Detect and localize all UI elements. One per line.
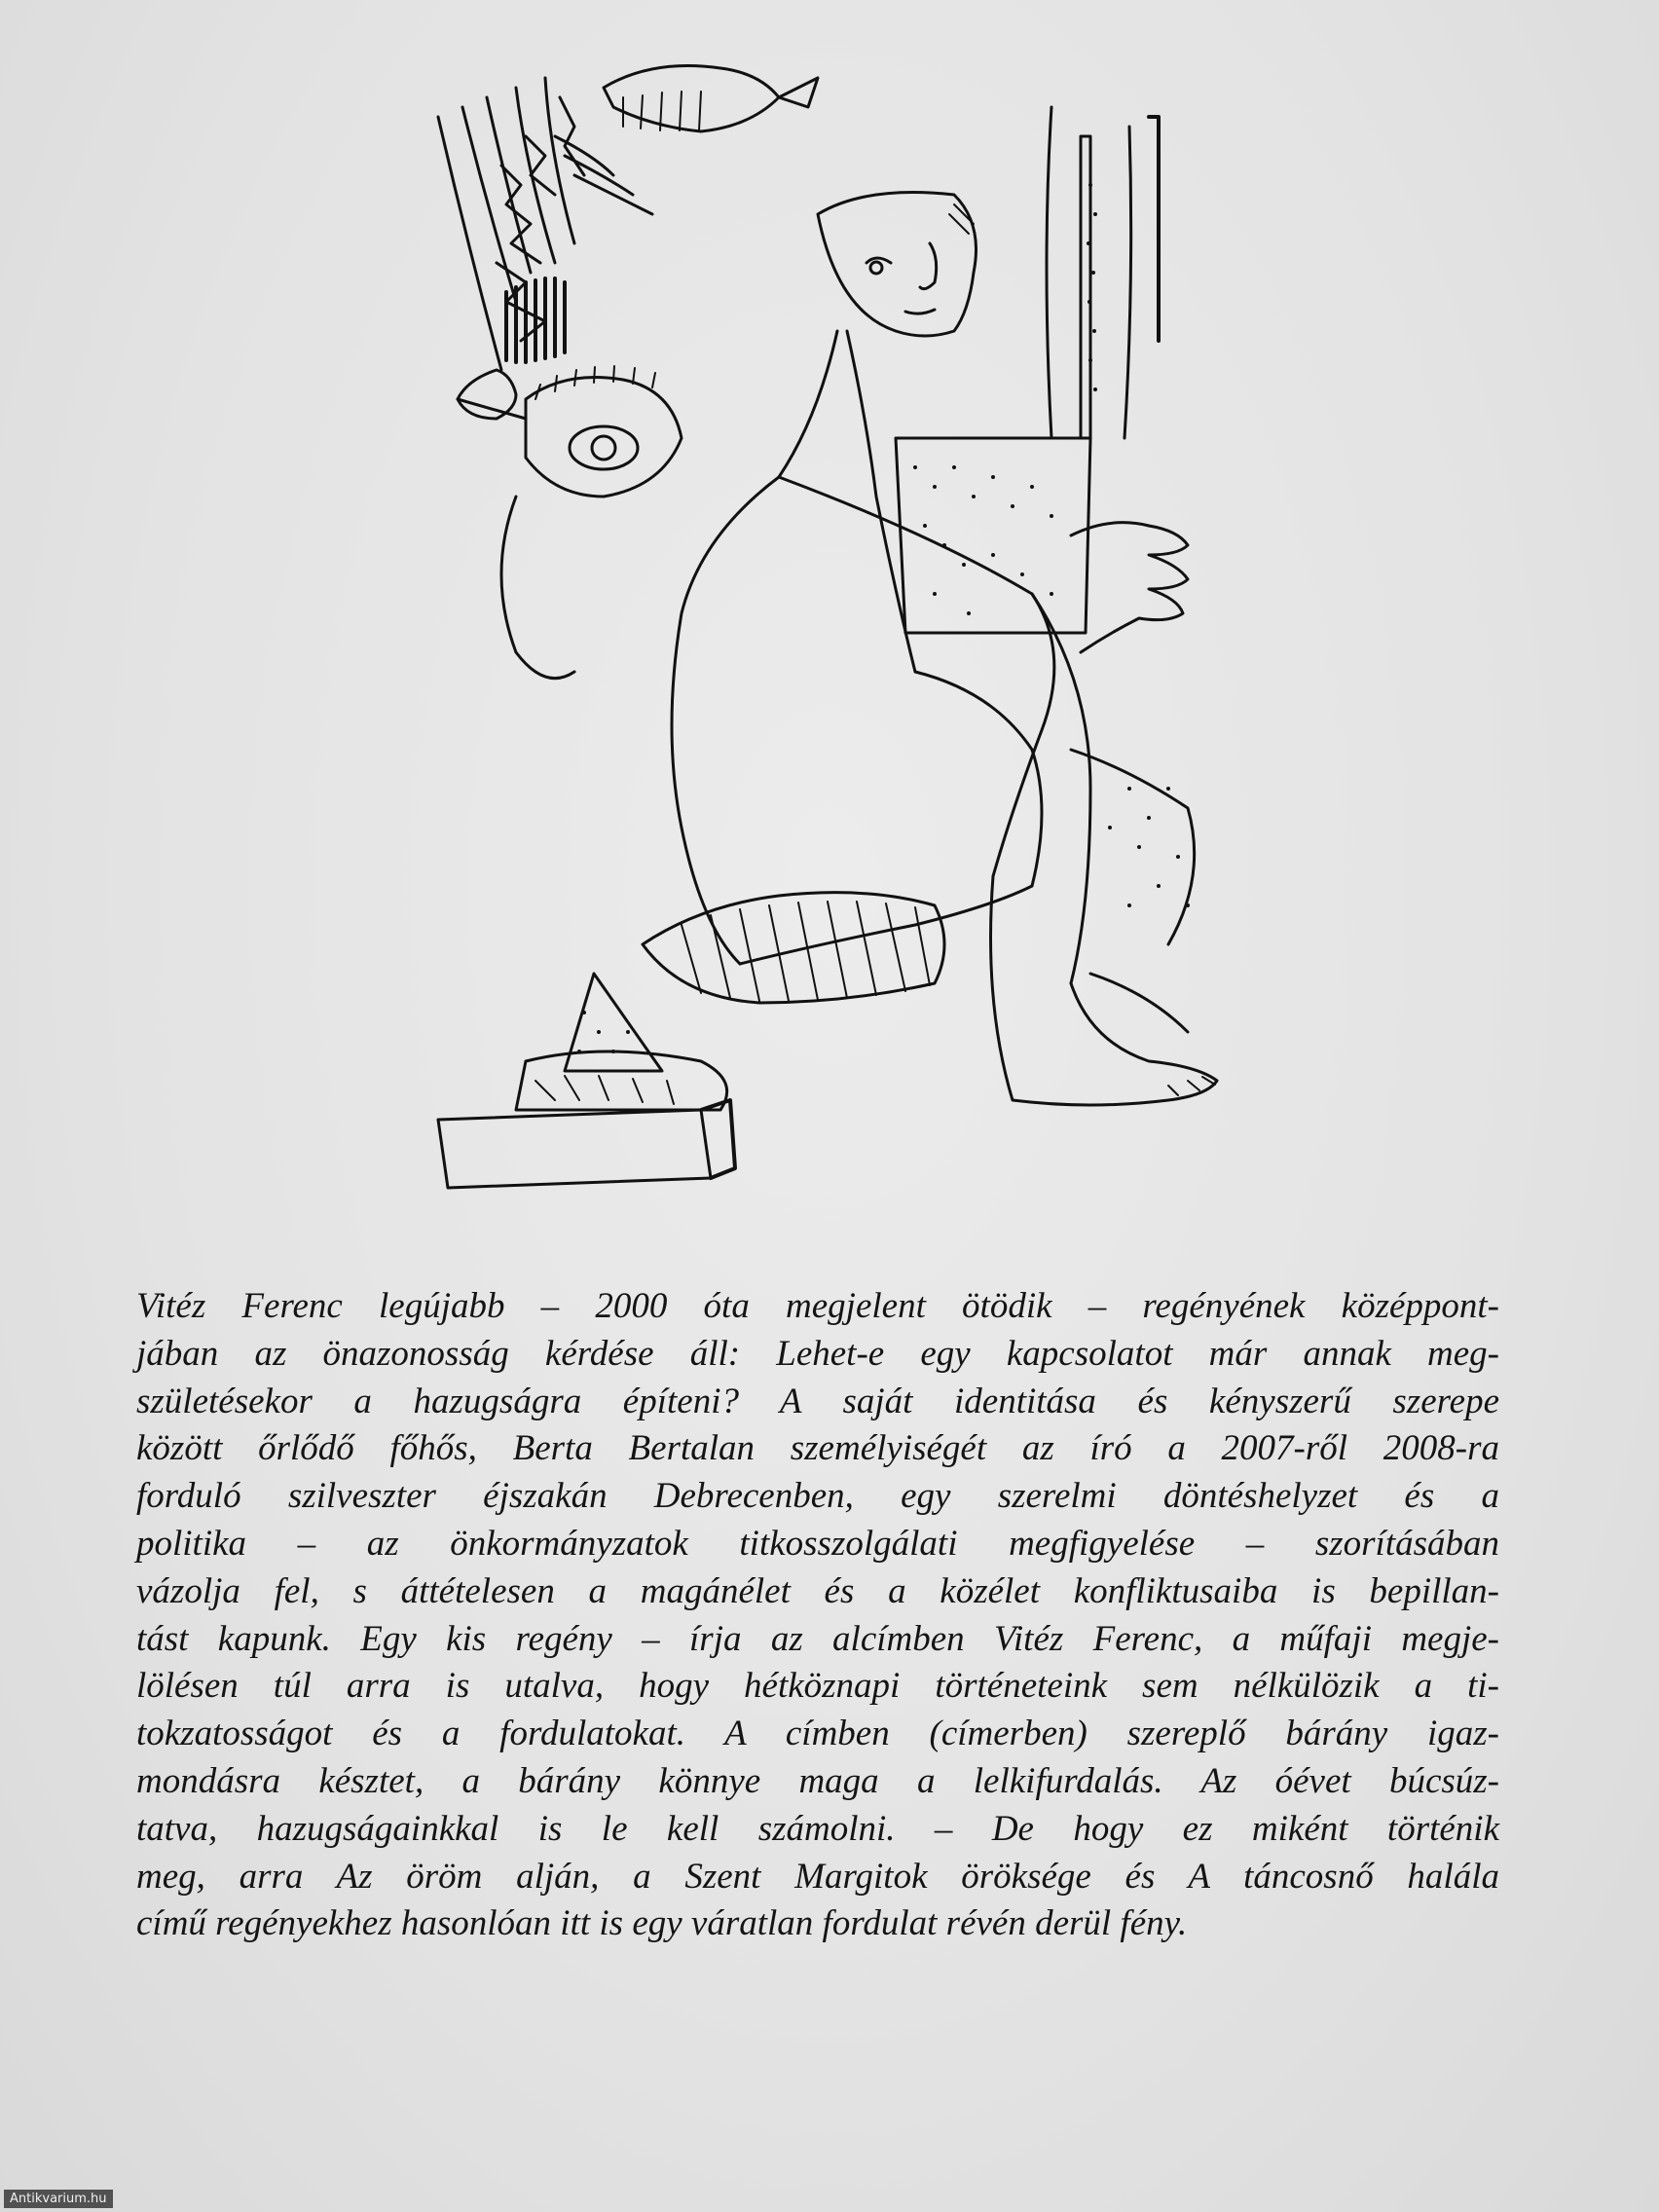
description-line: születésekor a hazugságra építeni? A saját identitása és kényszerű szerepe (136, 1381, 1499, 1421)
book-description (136, 1283, 1499, 1948)
description-line: vázolja fel, s áttételesen a magánélet és a közélet konfliktusaiba is bepillan- (136, 1570, 1499, 1611)
description-line: jában az önazonosság kérdése áll: Lehet-e egy kapcsolatot már annak meg- (136, 1333, 1499, 1374)
description-line: forduló szilveszter éjszakán Debrecenben, egy szerelmi döntéshelyzet és a (136, 1476, 1499, 1517)
figure-sketch (409, 49, 1236, 1217)
description-line: között őrlődő főhős, Berta Bertalan személyiségét az író a 2007-ről 2008-ra (136, 1428, 1499, 1469)
ink-drawing-illustration (409, 49, 1236, 1217)
watermark: Antikvarium.hu (4, 2190, 113, 2208)
description-line: tatva, hazugságainkkal is le kell számolni. – De hogy ez miként történik (136, 1808, 1499, 1849)
description-line: politika – az önkormányzatok titkosszolgálati megfigyelése – szorításában (136, 1523, 1499, 1564)
description-line: tokzatosságot és a fordulatokat. A címben (címerben) szereplő bárány igaz- (136, 1714, 1499, 1754)
description-line: lölésen túl arra is utalva, hogy hétköznapi történeteink sem nélkülözik a ti- (136, 1666, 1499, 1707)
description-line: mondásra késztet, a bárány könnye maga a lelkifurdalás. Az óévet búcsúz- (136, 1760, 1499, 1801)
description-line: Vitéz Ferenc legújabb – 2000 óta megjelent ötödik – regényének középpont- (136, 1286, 1499, 1326)
description-line: című regényekhez hasonlóan itt is egy váratlan fordulat révén derül fény. (136, 1903, 1188, 1944)
description-line: meg, arra Az öröm alján, a Szent Margitok öröksége és A táncosnő halála (136, 1856, 1499, 1897)
description-line: tást kapunk. Egy kis regény – írja az alcímben Vitéz Ferenc, a műfaji megje- (136, 1618, 1499, 1659)
